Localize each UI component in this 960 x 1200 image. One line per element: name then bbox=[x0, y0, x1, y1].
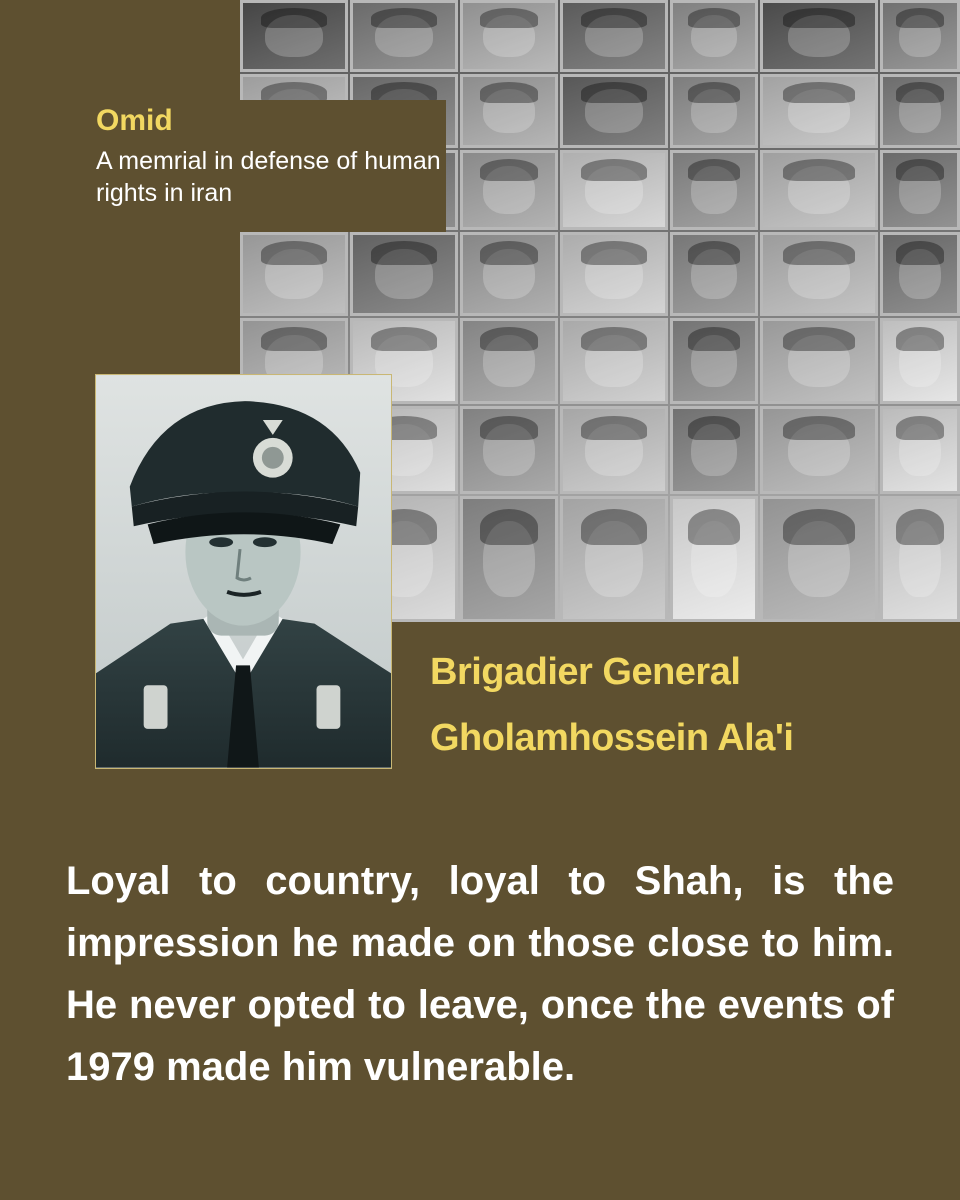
collage-hair bbox=[480, 82, 539, 102]
collage-portrait-tile bbox=[760, 232, 878, 316]
collage-portrait-tile bbox=[560, 150, 668, 230]
collage-portrait-tile bbox=[670, 406, 758, 494]
collage-portrait-tile bbox=[880, 318, 960, 404]
collage-hair bbox=[783, 327, 855, 351]
collage-hair bbox=[480, 8, 539, 28]
collage-portrait-tile bbox=[760, 406, 878, 494]
collage-portrait-tile bbox=[560, 406, 668, 494]
person-title: Brigadier General bbox=[430, 651, 741, 693]
collage-hair bbox=[581, 159, 646, 181]
collage-hair bbox=[261, 8, 326, 28]
collage-hair bbox=[688, 82, 740, 102]
collage-portrait-tile bbox=[760, 150, 878, 230]
collage-portrait-tile bbox=[880, 74, 960, 148]
collage-hair bbox=[688, 241, 740, 264]
collage-portrait-tile bbox=[460, 0, 558, 72]
collage-hair bbox=[688, 159, 740, 181]
collage-hair bbox=[688, 416, 740, 441]
collage-portrait-tile bbox=[560, 318, 668, 404]
collage-hair bbox=[480, 241, 539, 264]
collage-hair bbox=[896, 241, 943, 264]
collage-hair bbox=[371, 241, 436, 264]
collage-portrait-tile bbox=[460, 150, 558, 230]
collage-portrait-tile bbox=[880, 0, 960, 72]
collage-hair bbox=[783, 82, 855, 102]
collage-hair bbox=[480, 416, 539, 441]
collage-hair bbox=[896, 159, 943, 181]
collage-hair bbox=[896, 416, 943, 441]
portrait-photo bbox=[95, 374, 392, 769]
collage-portrait-tile bbox=[760, 318, 878, 404]
collage-portrait-tile bbox=[560, 232, 668, 316]
collage-portrait-tile bbox=[880, 496, 960, 622]
collage-portrait-tile bbox=[560, 74, 668, 148]
collage-portrait-tile bbox=[460, 406, 558, 494]
collage-hair bbox=[783, 416, 855, 441]
brand-subtitle: A memrial in defense of human rights in iran bbox=[96, 147, 441, 207]
collage-portrait-tile bbox=[560, 496, 668, 622]
collage-hair bbox=[581, 327, 646, 351]
collage-portrait-tile bbox=[350, 232, 458, 316]
collage-hair bbox=[581, 8, 646, 28]
person-name: Gholamhossein Ala'i bbox=[430, 717, 794, 759]
collage-hair bbox=[480, 509, 539, 545]
collage-portrait-tile bbox=[670, 150, 758, 230]
collage-portrait-tile bbox=[670, 496, 758, 622]
collage-portrait-tile bbox=[460, 232, 558, 316]
collage-hair bbox=[371, 8, 436, 28]
collage-hair bbox=[783, 8, 855, 28]
collage-hair bbox=[261, 241, 326, 264]
collage-portrait-tile bbox=[350, 0, 458, 72]
collage-hair bbox=[480, 159, 539, 181]
collage-portrait-tile bbox=[460, 318, 558, 404]
collage-portrait-tile bbox=[760, 496, 878, 622]
collage-hair bbox=[371, 327, 436, 351]
collage-hair bbox=[896, 327, 943, 351]
collage-hair bbox=[783, 509, 855, 545]
collage-hair bbox=[581, 416, 646, 441]
collage-hair bbox=[581, 82, 646, 102]
collage-hair bbox=[581, 241, 646, 264]
collage-hair bbox=[896, 509, 943, 545]
collage-hair bbox=[688, 327, 740, 351]
collage-portrait-tile bbox=[670, 232, 758, 316]
collage-portrait-tile bbox=[670, 0, 758, 72]
collage-hair bbox=[783, 241, 855, 264]
collage-portrait-tile bbox=[460, 74, 558, 148]
collage-portrait-tile bbox=[760, 0, 878, 72]
collage-hair bbox=[688, 8, 740, 28]
collage-portrait-tile bbox=[880, 232, 960, 316]
collage-hair bbox=[581, 509, 646, 545]
collage-hair bbox=[896, 82, 943, 102]
collage-hair bbox=[480, 327, 539, 351]
biography-text: Loyal to country, loyal to Shah, is the impression he made on those close to him. He never opted to leave, once the events of 1979 made him vulnerable. bbox=[66, 859, 894, 1089]
collage-portrait-tile bbox=[670, 318, 758, 404]
brand-title: Omid bbox=[96, 104, 173, 137]
collage-hair bbox=[261, 327, 326, 351]
collage-portrait-tile bbox=[760, 74, 878, 148]
collage-hair bbox=[783, 159, 855, 181]
collage-hair bbox=[896, 8, 943, 28]
collage-portrait-tile bbox=[670, 74, 758, 148]
collage-portrait-tile bbox=[880, 150, 960, 230]
collage-portrait-tile bbox=[880, 406, 960, 494]
collage-portrait-tile bbox=[560, 0, 668, 72]
portrait-illustration bbox=[96, 375, 391, 768]
collage-portrait-tile bbox=[460, 496, 558, 622]
collage-portrait-tile bbox=[240, 232, 348, 316]
collage-portrait-tile bbox=[240, 0, 348, 72]
collage-hair bbox=[688, 509, 740, 545]
